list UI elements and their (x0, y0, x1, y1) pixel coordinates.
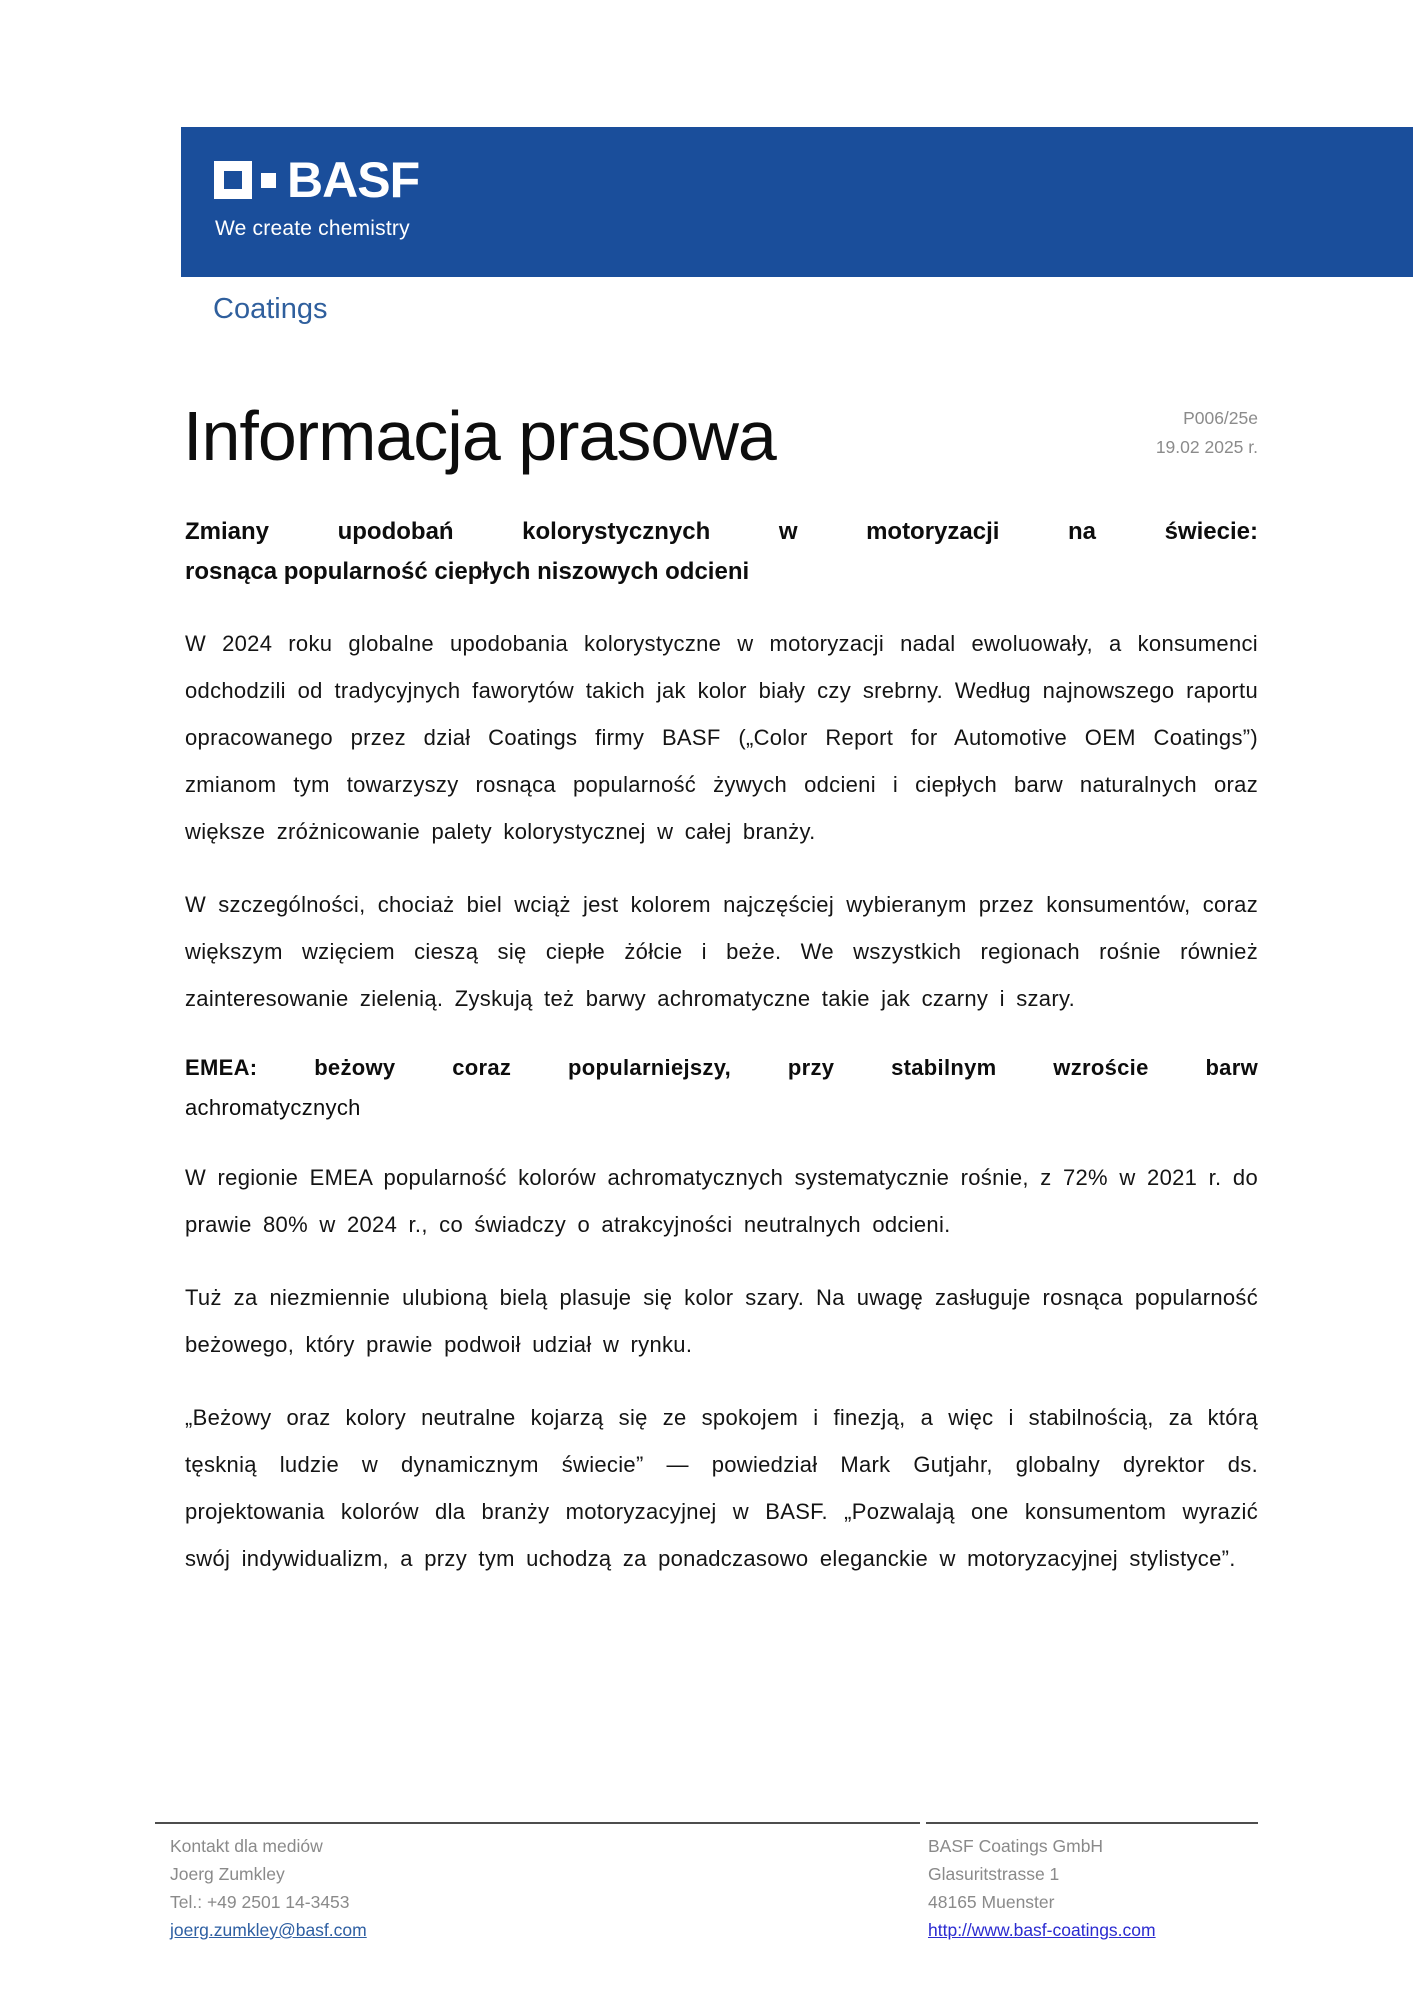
basf-logo-dot-icon (261, 173, 276, 188)
paragraph-emea-1: W regionie EMEA popularność kolorów achromatycznych systematycznie rośnie, z 72% w 2021 r. do prawie 80% w 2024 r., co świadczy o atrakcyjności neutralnych odcieni. (185, 1165, 1258, 1237)
doc-number: P006/25e (1183, 408, 1258, 428)
section-heading-emea (185, 1048, 1258, 1128)
paragraph-intro-2: W szczególności, chociaż biel wciąż jest kolorem najczęściej wybieranym przez konsumentów, coraz większym wzięciem cieszą się ciepłe żółcie i beże. We wszystkich regionach rośnie również zainteresowanie zielenią. Zyskują też barwy achromatyczne takie jak czarny i szary. (185, 892, 1258, 1011)
media-contact-heading: Kontakt dla mediów (170, 1836, 323, 1856)
basf-logo-square-icon (214, 161, 252, 199)
media-contact-phone: Tel.: +49 2501 14-3453 (170, 1892, 350, 1912)
company-website-link[interactable]: http://www.basf-coatings.com (928, 1920, 1156, 1940)
company-city: 48165 Muenster (928, 1892, 1055, 1912)
doc-date: 19.02 2025 r. (1155, 437, 1258, 457)
company-address-block (926, 1822, 1258, 1944)
paragraph-emea-3: „Beżowy oraz kolory neutralne kojarzą się ze spokojem i finezją, a więc i stabilnością, za którą tęsknią ludzie w dynamicznym świecie” — powiedział Mark Gutjahr, globalny dyrektor ds. projektowania kolorów dla branży motoryzacyjnej w BASF. „Pozwalają one konsumentom wyrazić swój indywidualizm, a przy tym uchodzą za ponadczasowo eleganckie w motoryzacyjnej stylistyce”. (185, 1405, 1258, 1571)
basf-header-band (181, 127, 1413, 277)
brand-tagline: We create chemistry (215, 217, 410, 240)
company-street: Glasuritstrasse 1 (928, 1864, 1060, 1884)
article-headline (185, 512, 1258, 592)
media-contact-email-link[interactable]: joerg.zumkley@basf.com (170, 1920, 367, 1940)
article-body (185, 512, 1258, 1608)
division-label: Coatings (213, 293, 328, 325)
headline-line-2: rosnąca popularność ciepłych niszowych odcieni (185, 558, 750, 585)
page-footer (155, 1822, 1258, 1944)
media-contact-name: Joerg Zumkley (170, 1864, 285, 1884)
paragraph-intro-1: W 2024 roku globalne upodobania kolorystyczne w motoryzacji nadal ewoluowały, a konsumenci odchodzili od tradycyjnych faworytów takich jak kolor biały czy srebrny. Według najnowszego raportu opracowanego przez dział Coatings firmy BASF („Color Report for Automotive OEM Coatings”) zmianom tym towarzyszy rosnąca popularność żywych odcieni i ciepłych barw naturalnych oraz większe zróżnicowanie palety kolorystycznej w całej branży. (185, 631, 1258, 844)
section-heading-line-2: achromatycznych (185, 1095, 361, 1120)
press-release-title: Informacja prasowa (183, 397, 776, 475)
section-heading-line-1: EMEA: beżowy coraz popularniejszy, przy stabilnym wzroście barw (185, 1055, 1258, 1080)
headline-line-1: Zmiany upodobań kolorystycznych w motoryzacji na świecie: (185, 518, 1258, 545)
company-name: BASF Coatings GmbH (928, 1836, 1104, 1856)
basf-logo-text: BASF (287, 152, 420, 208)
media-contact-block (155, 1822, 920, 1944)
basf-logo (214, 152, 420, 208)
paragraph-emea-2: Tuż za niezmiennie ulubioną bielą plasuje się kolor szary. Na uwagę zasługuje rosnąca popularność beżowego, który prawie podwoił udział w rynku. (185, 1285, 1258, 1357)
masthead-meta (1156, 404, 1258, 462)
